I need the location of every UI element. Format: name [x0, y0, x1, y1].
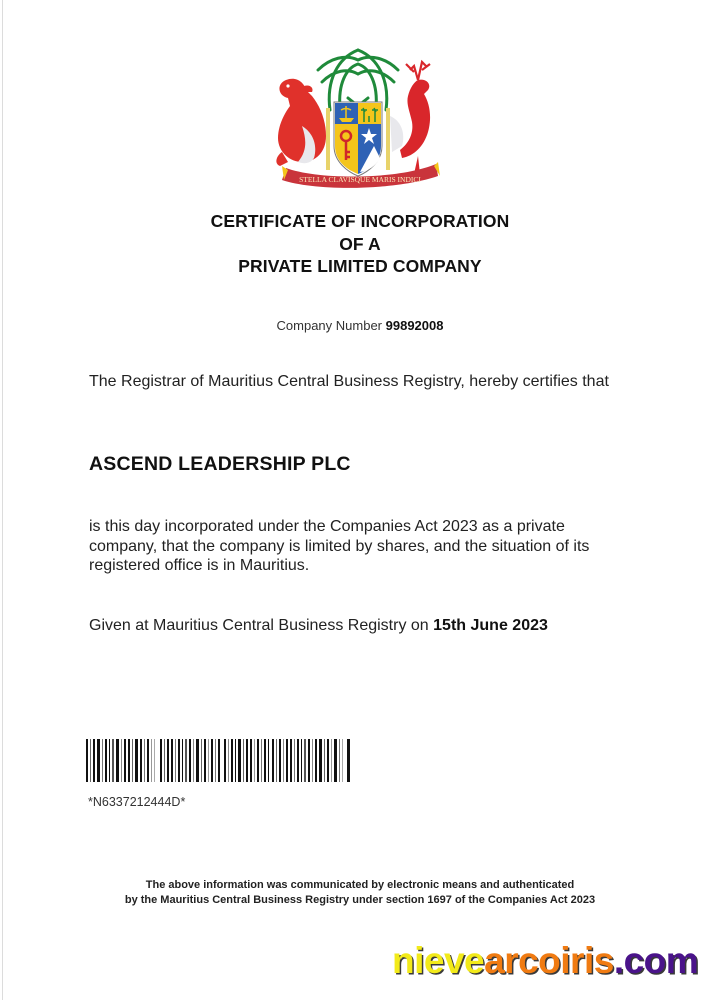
- title-line-2: OF A: [339, 233, 381, 254]
- title-line-3: PRIVATE LIMITED COMPANY: [238, 256, 482, 276]
- given-date: 15th June 2023: [433, 617, 548, 634]
- title-line-1: CERTIFICATE OF INCORPORATION: [210, 211, 510, 231]
- page-edge: [2, 0, 3, 1000]
- watermark-part-3: .com: [613, 940, 699, 981]
- crest-motto: STELLA CLAVISQUE MARIS INDICI: [299, 175, 421, 184]
- watermark-logo: [392, 940, 698, 982]
- given-statement: [89, 616, 629, 636]
- company-number-value: 99892008: [385, 318, 444, 333]
- company-name: ASCEND LEADERSHIP PLC: [89, 453, 351, 475]
- company-number: [0, 318, 720, 333]
- authentication-note-line-2: by the Mauritius Central Business Registry under section 1697 of the Companies Act 2023: [124, 894, 596, 906]
- barcode-icon: [86, 739, 350, 782]
- authentication-note-line-1: The above information was communicated by electronic means and authenticated: [145, 879, 575, 891]
- watermark-part-2: arcoiris: [484, 940, 614, 981]
- mauritius-coat-of-arms-icon: [268, 40, 448, 190]
- watermark-part-1: nieve: [392, 940, 485, 981]
- given-prefix: Given at Mauritius Central Business Registry on: [89, 617, 429, 634]
- company-number-label: Company Number: [276, 318, 383, 333]
- authentication-note: [0, 878, 720, 908]
- certificate-title: [0, 210, 720, 278]
- incorporation-statement: is this day incorporated under the Companies Act 2023 as a private company, that the company is limited by shares, and the situation of its registered office is in Mauritius.: [89, 518, 590, 574]
- registrar-statement: The Registrar of Mauritius Central Business Registry, hereby certifies that: [89, 373, 609, 390]
- barcode-text: *N6337212444D*: [88, 795, 186, 809]
